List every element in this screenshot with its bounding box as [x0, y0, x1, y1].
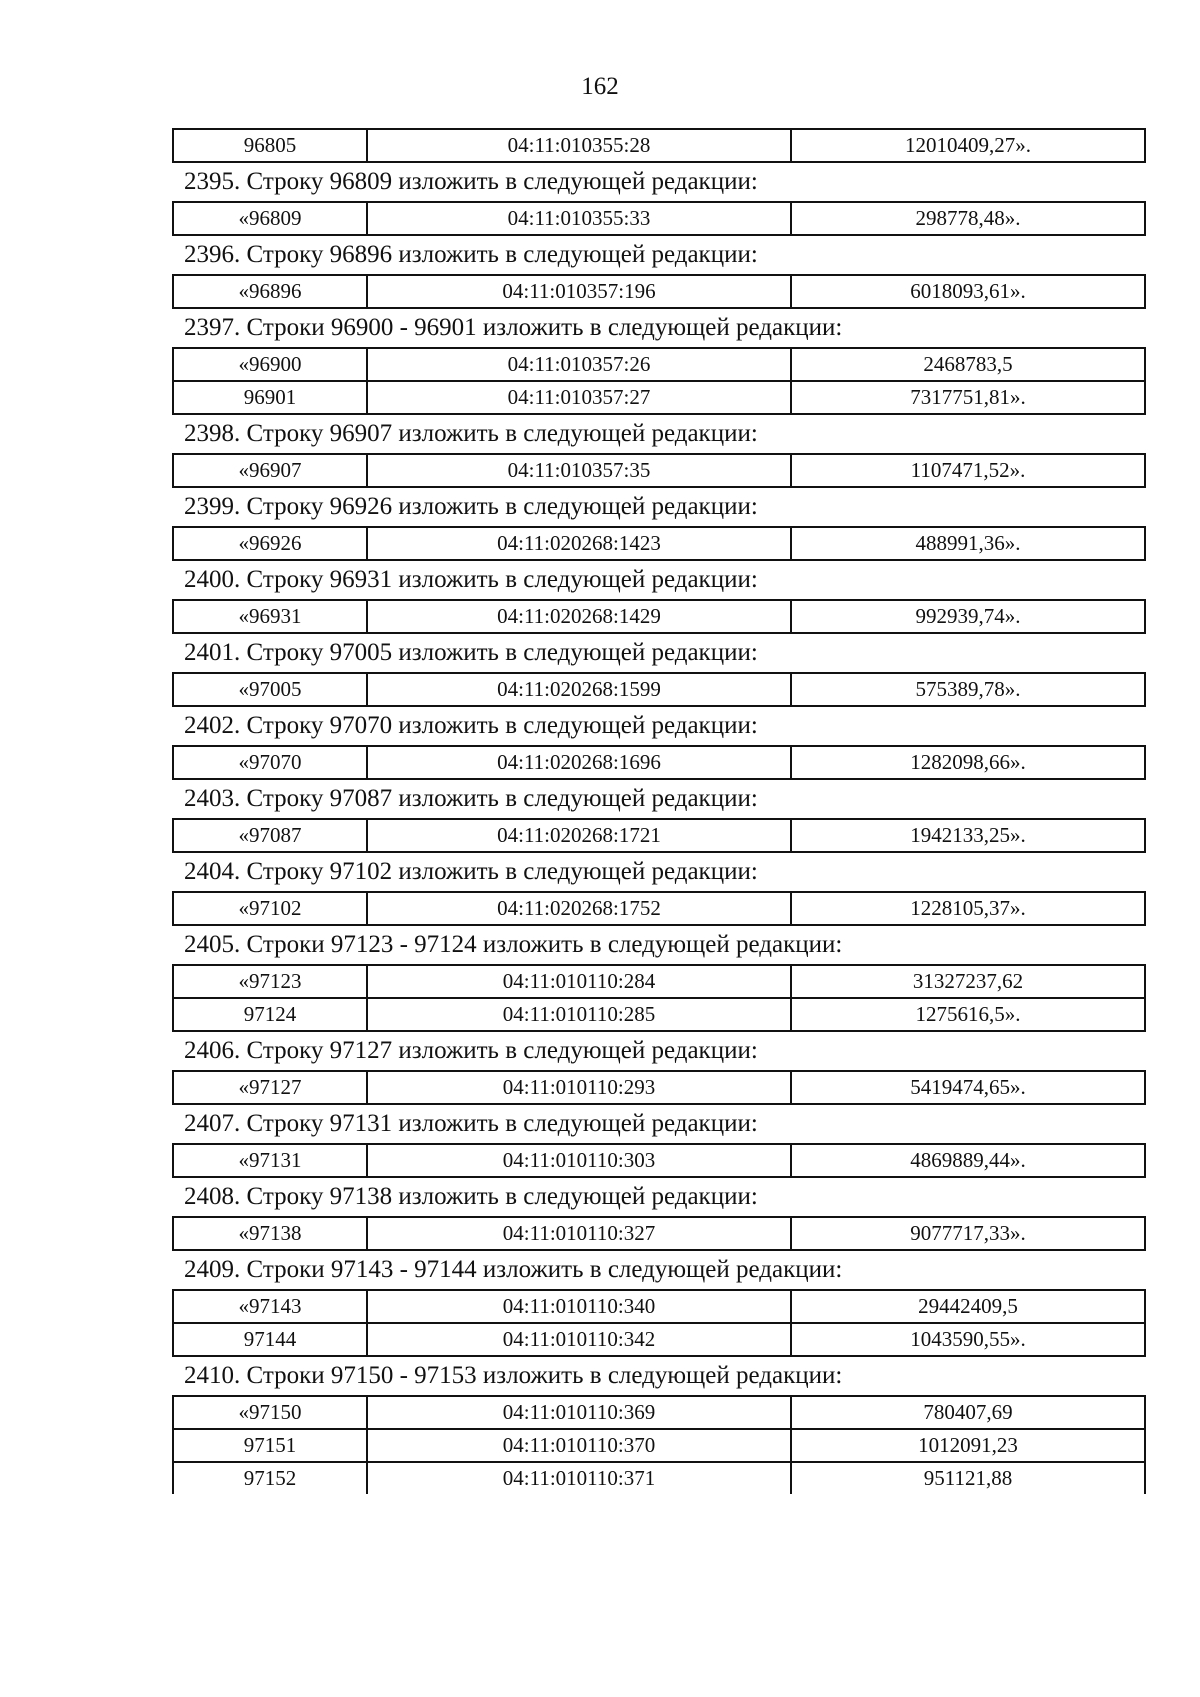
amendment-table: [172, 453, 1146, 488]
amendment-table: [172, 128, 1146, 163]
table-row: [173, 1144, 1145, 1177]
amendment-heading: 2405. Строки 97123 - 97124 изложить в следующей редакции:: [184, 931, 843, 958]
table-row: [173, 673, 1145, 706]
cadastral-number-cell: 04:11:020268:1696: [367, 746, 791, 779]
value-cell: 7317751,81».: [791, 381, 1145, 414]
cadastral-number-cell: 04:11:010110:369: [367, 1396, 791, 1429]
table-row: [173, 1071, 1145, 1104]
row-number-cell: «97127: [173, 1071, 367, 1104]
value-cell: 2468783,5: [791, 348, 1145, 381]
row-number-cell: 97124: [173, 998, 367, 1031]
cadastral-number-cell: 04:11:020268:1599: [367, 673, 791, 706]
cadastral-number-cell: 04:11:010110:293: [367, 1071, 791, 1104]
table-row: [173, 275, 1145, 308]
cadastral-number-cell: 04:11:010357:35: [367, 454, 791, 487]
row-number-cell: «96896: [173, 275, 367, 308]
amendment-heading: 2410. Строки 97150 - 97153 изложить в следующей редакции:: [184, 1362, 843, 1389]
value-cell: 1107471,52».: [791, 454, 1145, 487]
row-number-cell: 97144: [173, 1323, 367, 1356]
amendment-heading: 2402. Строку 97070 изложить в следующей редакции:: [184, 712, 758, 739]
cadastral-number-cell: 04:11:010110:284: [367, 965, 791, 998]
amendment-heading: 2396. Строку 96896 изложить в следующей редакции:: [184, 241, 758, 268]
value-cell: 1012091,23: [791, 1429, 1145, 1462]
amendment-table: [172, 745, 1146, 780]
amendment-heading: 2397. Строки 96900 - 96901 изложить в следующей редакции:: [184, 314, 843, 341]
page-number: 162: [581, 73, 619, 100]
table-row: [173, 381, 1145, 414]
cadastral-number-cell: 04:11:020268:1423: [367, 527, 791, 560]
value-cell: 5419474,65».: [791, 1071, 1145, 1104]
value-cell: 9077717,33».: [791, 1217, 1145, 1250]
cadastral-number-cell: 04:11:010110:340: [367, 1290, 791, 1323]
row-number-cell: «97070: [173, 746, 367, 779]
table-row: [173, 600, 1145, 633]
cadastral-number-cell: 04:11:020268:1721: [367, 819, 791, 852]
amendment-heading: 2400. Строку 96931 изложить в следующей редакции:: [184, 566, 758, 593]
cadastral-number-cell: 04:11:010357:196: [367, 275, 791, 308]
value-cell: 488991,36».: [791, 527, 1145, 560]
cadastral-number-cell: 04:11:010110:342: [367, 1323, 791, 1356]
cadastral-number-cell: 04:11:010355:28: [367, 129, 791, 162]
amendment-table: [172, 1070, 1146, 1105]
value-cell: 951121,88: [791, 1462, 1145, 1494]
row-number-cell: «96900: [173, 348, 367, 381]
value-cell: 780407,69: [791, 1396, 1145, 1429]
row-number-cell: «97123: [173, 965, 367, 998]
table-row: [173, 892, 1145, 925]
cadastral-number-cell: 04:11:010110:327: [367, 1217, 791, 1250]
amendment-table: [172, 201, 1146, 236]
table-row: [173, 1396, 1145, 1429]
row-number-cell: «96809: [173, 202, 367, 235]
cadastral-number-cell: 04:11:010357:26: [367, 348, 791, 381]
table-row: [173, 746, 1145, 779]
row-number-cell: «97143: [173, 1290, 367, 1323]
amendment-heading: 2407. Строку 97131 изложить в следующей редакции:: [184, 1110, 758, 1137]
table-row: [173, 965, 1145, 998]
value-cell: 298778,48».: [791, 202, 1145, 235]
value-cell: 1282098,66».: [791, 746, 1145, 779]
amendment-heading: 2404. Строку 97102 изложить в следующей редакции:: [184, 858, 758, 885]
amendment-table: [172, 274, 1146, 309]
row-number-cell: 97151: [173, 1429, 367, 1462]
value-cell: 12010409,27».: [791, 129, 1145, 162]
value-cell: 575389,78».: [791, 673, 1145, 706]
table-row: [173, 1290, 1145, 1323]
amendment-heading: 2409. Строки 97143 - 97144 изложить в следующей редакции:: [184, 1256, 843, 1283]
amendment-heading: 2406. Строку 97127 изложить в следующей редакции:: [184, 1037, 758, 1064]
amendment-heading: 2401. Строку 97005 изложить в следующей редакции:: [184, 639, 758, 666]
row-number-cell: «96907: [173, 454, 367, 487]
cadastral-number-cell: 04:11:010110:285: [367, 998, 791, 1031]
cadastral-number-cell: 04:11:010110:370: [367, 1429, 791, 1462]
amendment-table: [172, 818, 1146, 853]
table-row: [173, 1217, 1145, 1250]
value-cell: 1275616,5».: [791, 998, 1145, 1031]
amendment-table: [172, 1143, 1146, 1178]
amendment-table: [172, 1216, 1146, 1251]
table-row: [173, 527, 1145, 560]
value-cell: 6018093,61».: [791, 275, 1145, 308]
row-number-cell: «96926: [173, 527, 367, 560]
value-cell: 1942133,25».: [791, 819, 1145, 852]
table-row: [173, 202, 1145, 235]
row-number-cell: 96805: [173, 129, 367, 162]
row-number-cell: «97150: [173, 1396, 367, 1429]
amendment-heading: 2399. Строку 96926 изложить в следующей редакции:: [184, 493, 758, 520]
amendment-table: [172, 1395, 1146, 1494]
amendment-heading: 2408. Строку 97138 изложить в следующей редакции:: [184, 1183, 758, 1210]
amendment-table: [172, 964, 1146, 1032]
cadastral-number-cell: 04:11:020268:1429: [367, 600, 791, 633]
value-cell: 29442409,5: [791, 1290, 1145, 1323]
row-number-cell: «97005: [173, 673, 367, 706]
amendment-table: [172, 347, 1146, 415]
amendment-heading: 2395. Строку 96809 изложить в следующей редакции:: [184, 168, 758, 195]
table-row: [173, 348, 1145, 381]
table-row: [173, 1429, 1145, 1462]
table-row: [173, 998, 1145, 1031]
amendment-heading: 2398. Строку 96907 изложить в следующей редакции:: [184, 420, 758, 447]
amendment-table: [172, 599, 1146, 634]
cadastral-number-cell: 04:11:010355:33: [367, 202, 791, 235]
cadastral-number-cell: 04:11:010110:371: [367, 1462, 791, 1494]
cadastral-number-cell: 04:11:010357:27: [367, 381, 791, 414]
table-row: [173, 819, 1145, 852]
amendment-table: [172, 526, 1146, 561]
amendment-table: [172, 672, 1146, 707]
amendment-table: [172, 891, 1146, 926]
value-cell: 992939,74».: [791, 600, 1145, 633]
value-cell: 1228105,37».: [791, 892, 1145, 925]
row-number-cell: «97087: [173, 819, 367, 852]
table-row: [173, 1462, 1145, 1494]
amendment-heading: 2403. Строку 97087 изложить в следующей редакции:: [184, 785, 758, 812]
table-row: [173, 454, 1145, 487]
cadastral-number-cell: 04:11:010110:303: [367, 1144, 791, 1177]
table-row: [173, 129, 1145, 162]
row-number-cell: 97152: [173, 1462, 367, 1494]
value-cell: 1043590,55».: [791, 1323, 1145, 1356]
row-number-cell: «96931: [173, 600, 367, 633]
cadastral-number-cell: 04:11:020268:1752: [367, 892, 791, 925]
amendment-table: [172, 1289, 1146, 1357]
value-cell: 31327237,62: [791, 965, 1145, 998]
table-row: [173, 1323, 1145, 1356]
row-number-cell: «97131: [173, 1144, 367, 1177]
row-number-cell: «97138: [173, 1217, 367, 1250]
document-body: [172, 128, 1144, 1494]
value-cell: 4869889,44».: [791, 1144, 1145, 1177]
row-number-cell: 96901: [173, 381, 367, 414]
row-number-cell: «97102: [173, 892, 367, 925]
